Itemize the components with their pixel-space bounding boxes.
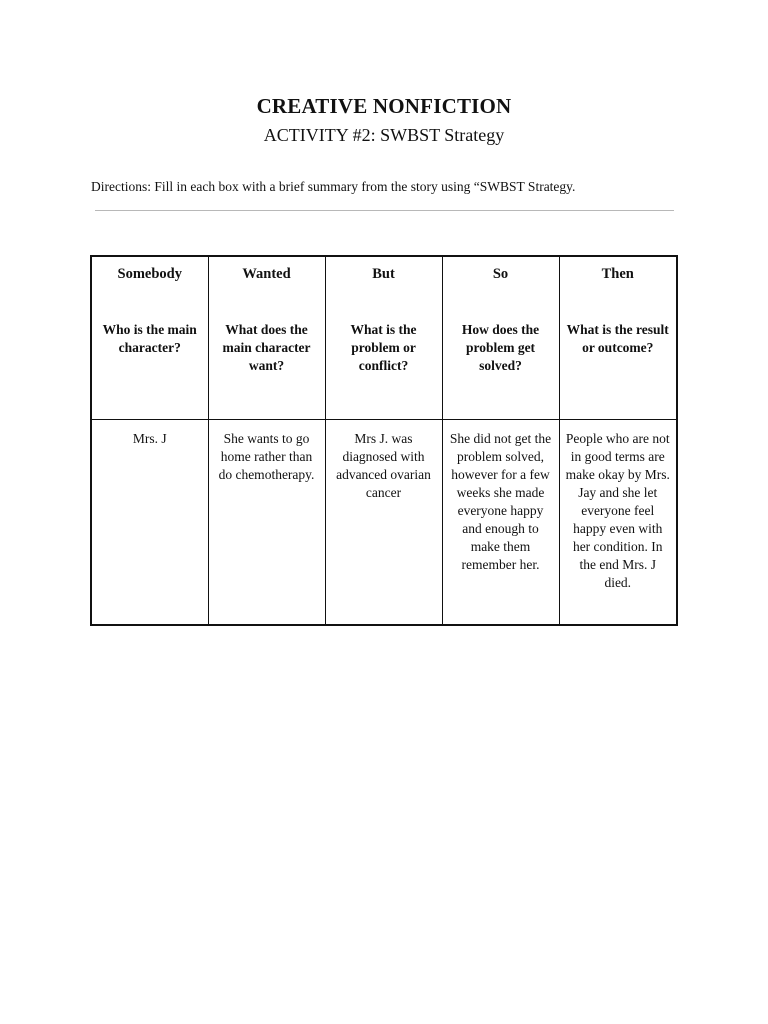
answer-cell-so[interactable]: She did not get the problem solved, however for a few weeks she made everyone happy and enough to make them remember her. [442, 420, 559, 626]
header-cell-wanted [208, 256, 325, 420]
column-heading: Then [601, 266, 634, 282]
header-cell-then [559, 256, 677, 420]
directions-text: Directions: Fill in each box with a brief summary from the story using “SWBST Strategy. [91, 179, 576, 194]
column-question: What does the main character want? [222, 322, 311, 373]
document-title: CREATIVE NONFICTION [256, 94, 512, 118]
table-answer-row [91, 420, 677, 626]
column-heading: Wanted [242, 266, 291, 282]
column-heading: Somebody [117, 266, 182, 282]
column-heading: But [372, 266, 395, 282]
header-cell-so [442, 256, 559, 420]
swbst-table [90, 255, 678, 626]
answer-cell-wanted[interactable]: She wants to go home rather than do chemotherapy. [208, 420, 325, 626]
column-heading: So [492, 266, 509, 282]
table-header-row [91, 256, 677, 420]
answer-cell-then[interactable]: People who are not in good terms are make okay by Mrs. Jay and she let everyone feel happy even with her condition. In the end Mrs. J died. [559, 420, 677, 626]
answer-cell-but[interactable]: Mrs J. was diagnosed with advanced ovarian cancer [325, 420, 442, 626]
answer-cell-somebody[interactable]: Mrs. J [91, 420, 208, 626]
column-question: Who is the main character? [102, 322, 197, 355]
column-question: How does the problem get solved? [461, 322, 540, 373]
column-question: What is the problem or conflict? [350, 322, 417, 373]
column-question: What is the result or outcome? [566, 322, 669, 355]
header-cell-somebody [91, 256, 208, 420]
header-cell-but [325, 256, 442, 420]
activity-subtitle: ACTIVITY #2: SWBST Strategy [263, 125, 505, 145]
divider-line [95, 210, 674, 211]
